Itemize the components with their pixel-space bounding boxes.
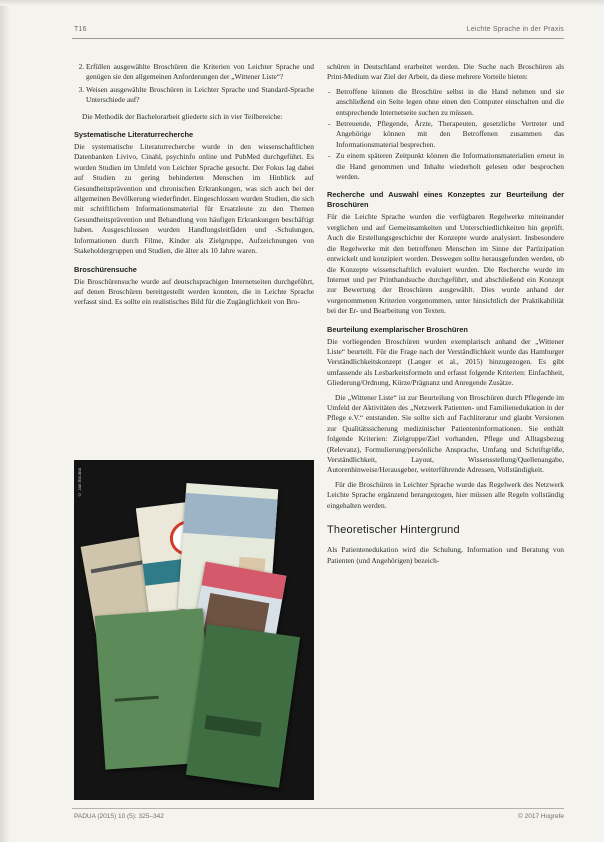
methods-intro: Die Methodik der Bachelorarbeit gliederte sich in vier Teilbereiche:	[82, 111, 283, 121]
list-item: 3. Weisen ausgewählte Broschüren in Leichter Sprache und Standard-Sprache Unterschiede auf?	[86, 85, 314, 106]
right-column	[327, 62, 564, 570]
section-heading-concept: Recherche und Auswahl eines Konzeptes zur Beurteilung der Broschüren	[327, 190, 564, 210]
paragraph-evaluation: Die vorliegenden Broschüren wurden exemplarisch anhand der „Wittener Liste“ beurteilt. Für die Frage nach der Verständlichkeit wurde das Hamburger Verständlichkeitskonzept (Langer et al., 2015) hinzugezogen. Es gibt umfassende als Lesbarkeitsformeln und erfasst folgende Kriterien: Einfachheit, Gliederung/Ordnung, Kürze/Prägnanz und Anregende Zusätze.	[327, 336, 564, 388]
research-questions-list	[74, 62, 314, 106]
paragraph-brochure-search: Die Broschürensuche wurde auf deutschsprachigen Internetseiten durchgeführt, auf denen Broschüren bereitgestellt werden konnten, die in Leichte Sprache verfasst sind. Es sollte ein realistisches Bild für die Zugänglichkeit von Bro-	[74, 276, 314, 307]
paragraph-wittener-list: Die „Wittener Liste“ ist zur Beurteilung von Broschüren durch Pflegende im Umfeld der Aktivitäten des „Netzwerk Patienten- und Familienedukation in der Pflege e.V.“ entstanden. Sie sollte sich auf Fachliteratur und glaubt Versionen zur Qualitätssicherung medizinischer Patienteninformationen. Sie enthält folgende Kriterien: Zielgruppe/Ziel vorhanden, Pflege und Alltagsbezug (Relevanz), Formulierung/persönliche Ansprache, Umfang und Schriftgröße, Verständlichkeit, Layout, Wissensstellung/Quellenangabe, Autorenhinweise/Herausgeber, weiterführende Adressen, Vollständigkeit.	[327, 392, 564, 475]
section-heading-brochure-search: Broschürensuche	[74, 264, 137, 274]
list-item: - Zu einem späteren Zeitpunkt können die Informationsmaterialien erneut in die Hand genommen und Inhalte wiederholt gelesen oder besprochen werden.	[336, 151, 564, 182]
advantages-list	[327, 87, 564, 183]
list-item: - Betroffene können die Broschüre selbst in die Hand nehmen und sie anschließend ein Seite legen ohne einen den Computer einschalten und die entsprechende Internetseite suchen zu müssen.	[336, 87, 564, 118]
section-heading-literature: Systematische Literaturrecherche	[74, 130, 194, 140]
paragraph-theory: Als Patientenedukation wird die Schulung, Information und Beratung von Patienten (und Angehörigen) bezeich-	[327, 545, 564, 565]
paragraph-easy-language-rules: Für die Broschüren in Leichter Sprache wurde das Regelwerk des Netzwerk Leichte Sprache ergänzend herangezogen, hier müssen alle Regeln vollständig eingehalten werden.	[327, 479, 564, 510]
list-item: - Betreuende, Pflegende, Ärzte, Therapeuten, gesetzliche Vertreter und Angehörige können mit den Betroffenen zusammen das Informationsmaterial besprechen.	[336, 119, 564, 150]
footer-rule	[72, 808, 564, 809]
left-column	[74, 62, 314, 312]
brochures-photo	[74, 460, 314, 800]
section-title-theory: Theoretischer Hintergrund	[327, 524, 460, 537]
paragraph-print-advantages: schüren in Deutschland erarbeitet werden. Die Suche nach Broschüren als Print-Medium war Ziel der Arbeit, da diese mehrere Vorteile bieten:	[327, 62, 564, 82]
scan-shadow-top	[0, 0, 604, 6]
paragraph-literature: Die systematische Literaturrecherche wurde in den wissenschaftlichen Datenbanken Livivo, Cinahl, psychinfo online und PubMed durchgeführt. Es wurden Studien im Umfeld von Leichter Sprache gesucht. Der Fokus lag dabei auf Studien zu gering behinderten Menschen im Hinblick auf Gesundheitsprävention und chronischen Erkrankungen, was sich auch bei der allgemeinen Bevölkerung wiederfindet. Eingeschlossen wurden Studien, die sich mit schriftlichem Informationsmaterial für Ersatzleute zu den Themen Gesundheitsprävention und Behandlung von häufigen Erkrankungen beschäftigt haben. Ausgeschlossen wurden Handlungsleitfäden und -Schulungen, Informationen durch Filme, Kinder als Zielgruppe, Aufzeichnungen von Stakeholdergruppen und Studien, die älter als 10 Jahre waren.	[74, 142, 314, 256]
brochure-green-dark	[186, 624, 300, 788]
header-rule	[72, 38, 564, 39]
running-title: Leichte Sprache in der Praxis	[466, 26, 564, 33]
paragraph-concept: Für die Leichte Sprache wurden die verfügbaren Regelwerke miteinander verglichen und auf Gemeinsamkeiten und Unterschiedlichkeiten hin geprüft. Auch die Erstellungsgeschichte der Konzepte wurde analysiert. Insbesondere die Regelwerke mit den betroffenen Menschen im Sinne der Partizipation entwickelt und konzipiert worden. Deswegen sollte herausgefunden werden, ob die Konzepte wissenschaftlich evaluiert wurden. Die Recherche wurde im Internet und per Printhandsuche durchgeführt, und abschließend ein Konzept zur Bewertung der Broschüren ausgewählt. Dies wurde anhand der vorgenommenen Kriterien vorgenommen, unter hinsichtlich der Praktikabilität bei der Er- und Bearbeitung von Texten.	[327, 212, 564, 316]
publisher-copyright: © 2017 Hogrefe	[518, 813, 564, 820]
journal-citation: PADUA (2015) 10 (5): 325–342	[74, 813, 164, 820]
list-item: 2. Erfüllen ausgewählte Broschüren die Kriterien von Leichter Sprache und genügen sie den allgemeinen Anforderungen der „Wittener Liste“?	[86, 62, 314, 83]
page-number: T16	[74, 26, 87, 33]
section-heading-evaluation: Beurteilung exemplarischer Broschüren	[327, 324, 468, 334]
scan-shadow-left	[0, 0, 10, 842]
photo-credit: © Jan Bouma	[77, 468, 82, 498]
